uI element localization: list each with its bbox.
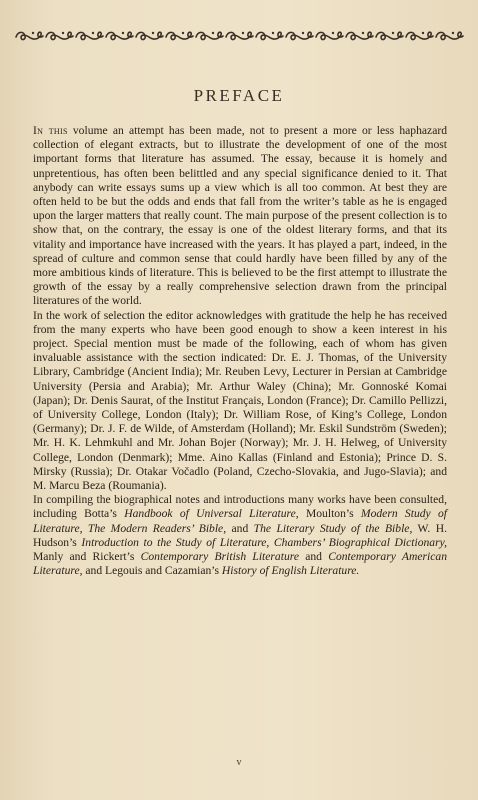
ornament-dot (152, 32, 154, 34)
ornament-scroll (316, 32, 343, 39)
ornament-scroll (106, 32, 133, 39)
ornament-dot (452, 32, 454, 34)
ornament-dot (302, 32, 304, 34)
p3-text-2: Moulton’s (298, 507, 361, 521)
ornament-dot (242, 32, 244, 34)
ornament-dot (92, 32, 94, 34)
paragraph-1 (33, 124, 447, 309)
p3-text-7: and Legouis and Cazamian’s (82, 564, 222, 578)
paragraph-2: In the work of selection the editor acknowledges with gratitude the help he has received from the many experts who have been good enough to show a keen interest in his project. Special mention must be made of the following, each of whom has given invaluable assistance with the section indicated: Dr. E. J. Thomas, of the University Library, Cambridge (Ancient India); Mr. Reuben Levy, Lecturer in Persian at Cambridge University (Persia and Arabia); Mr. Arthur Waley (China); Mr. Gonnoské Komai (Japan); Dr. Denis Saurat, of the Institut Français, London (France); Dr. Camillo Pellizzi, of University College, London (Italy); Dr. William Rose, of King’s College, London (Germany); Dr. J. F. de Wilde, of Amsterdam (Holland); Mr. Eskil Sundström (Sweden); Mr. H. K. Lehmkuhl and Mr. Johan Bojer (Norway); Mr. J. H. Helweg, of University College, London (Denmark); Mme. Aino Kallas (Finland and Estonia); Prince D. S. Mirsky (Russia); Dr. Otakar Vočadlo (Poland, Czecho-Slovakia, and Jugo-Slavia); and M. Marcu Beza (Roumania). (33, 308, 447, 493)
ornament-dot (332, 32, 334, 34)
ornament-dot (122, 32, 124, 34)
page-title: PREFACE (193, 86, 285, 105)
ornament-scroll (16, 32, 43, 39)
p3-title-6: Contemporary American Literature, (33, 550, 447, 578)
ornament-scroll (136, 32, 163, 39)
p3-title-1: Handbook of Universal Literature, (124, 507, 299, 521)
ornament-dot (362, 32, 364, 34)
p3-title-5: Contemporary British Literature (140, 550, 299, 564)
p3-title-4: Introduction to the Study of Literature, Chambers’ Biographical Dictionary, (81, 535, 447, 549)
ornament-dot (422, 32, 424, 34)
ornament-scroll (406, 32, 433, 39)
ornament-dot (32, 32, 34, 34)
paragraph-1-lead: In this (33, 124, 68, 137)
ornament-dot (212, 32, 214, 34)
p3-text-3: and (226, 521, 254, 535)
ornament-scroll (166, 32, 193, 39)
ornament-dot (272, 32, 274, 34)
ornament-dot (62, 32, 64, 34)
ornament-scroll (256, 32, 283, 39)
p3-text-5: Manly and Rickert’s (33, 550, 141, 564)
ornament-dot (392, 32, 394, 34)
ornament-dot (182, 32, 184, 34)
p3-text-1: In compiling the biographical notes and introductions many works have been consulted, including Botta’s (33, 493, 447, 521)
p3-title-2: Modern Study of Literature, The Modern Readers’ Bible, (33, 507, 447, 535)
paragraph-3 (33, 493, 447, 578)
ornament-scroll (436, 32, 463, 39)
ornament-scroll (346, 32, 373, 39)
page-number: v (236, 757, 242, 768)
ornament-scroll (76, 32, 103, 39)
preface-body (33, 124, 447, 579)
p3-title-7: History of English Literature. (221, 564, 360, 578)
paragraph-1-text: volume an attempt has been made, not to present a more or less haphazard collection of elegant extracts, but to illustrate the development of one of the most important forms that literature has assumed. The essay, because it is homely and unpretentious, has often been belittled and any special significance denied to it. That anybody can write essays sums up a view which is all too common. At best they are often held to be but the odds and ends that fall from the writer’s table as he is engaged upon the larger matters that really count. The main purpose of the present collection is to show that, on the contrary, the essay is one of the oldest literary forms, and that its vitality and importance have increased with the years. It has played a part, indeed, in the spread of culture and common sense that could hardly have been filled by any of the more ambitious kinds of literature. This is believed to be the first attempt to illustrate the growth of the essay by a really comprehensive selection drawn from the principal literatures of the world. (33, 124, 447, 308)
ornament-scroll (196, 32, 223, 39)
p3-text-6: and (298, 550, 329, 564)
ornament-scroll (286, 32, 313, 39)
ornament-scroll (46, 32, 73, 39)
ornament-scroll (376, 32, 403, 39)
scroll-ornament-icon (14, 28, 464, 44)
p3-text-4: W. H. Hudson’s (33, 521, 447, 549)
ornament-scroll (226, 32, 253, 39)
p3-title-3: The Literary Study of the Bible, (253, 521, 413, 535)
